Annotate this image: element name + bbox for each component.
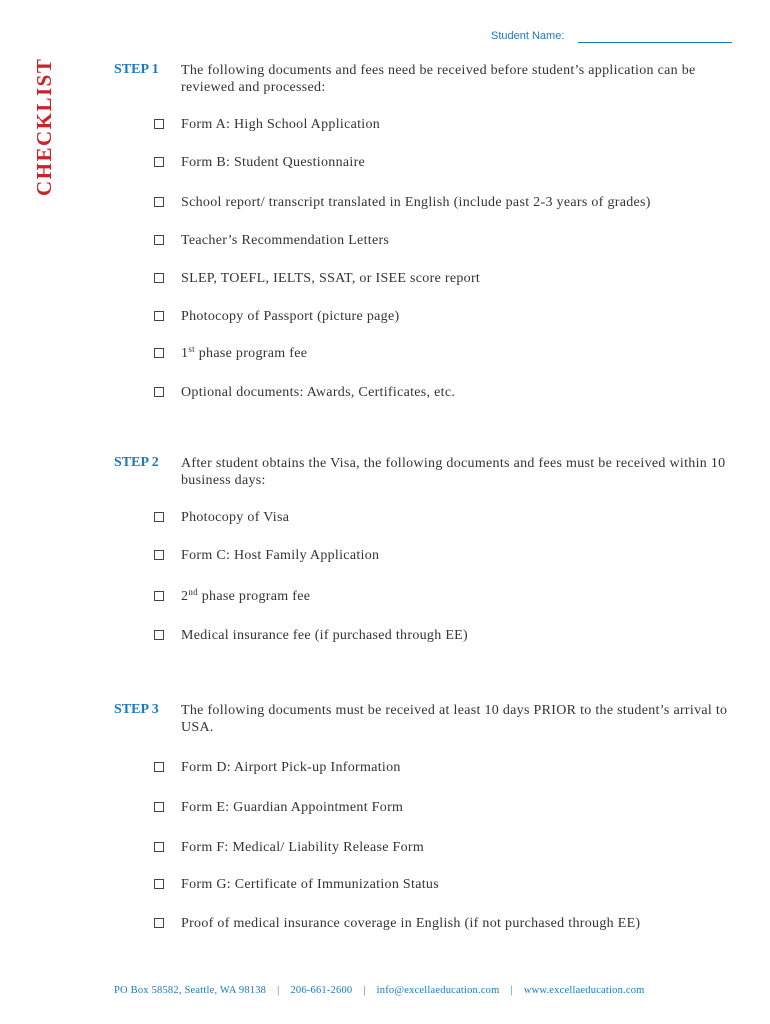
step-1-description: The following documents and fees need be received before student’s application can be reviewed and processed: [181,63,696,95]
item-label: Form F: Medical/ Liability Release Form [181,840,425,855]
item-label: Photocopy of Passport (picture page) [181,309,400,324]
item-label: SLEP, TOEFL, IELTS, SSAT, or ISEE score report [181,271,481,286]
checklist-title: CHECKLIST [32,57,56,196]
checkbox[interactable] [154,512,164,522]
item-label: Teacher’s Recommendation Letters [181,233,390,248]
checkbox[interactable] [154,311,164,321]
step-2-description: After student obtains the Visa, the following documents and fees must be received within 10 business days: [181,456,726,488]
item-label: Form B: Student Questionnaire [181,155,366,170]
footer-phone[interactable]: 206-661-2600 [290,985,353,996]
footer-separator: | [277,985,280,996]
step-3-description: The following documents must be received at least 10 days PRIOR to the student’s arrival to USA. [181,703,728,735]
step-3-label: STEP 3 [114,702,159,717]
step-2-label: STEP 2 [114,455,159,470]
item-label: Optional documents: Awards, Certificates, etc. [181,385,456,400]
checkbox[interactable] [154,119,164,129]
checkbox[interactable] [154,918,164,928]
checkbox[interactable] [154,879,164,889]
footer-separator: | [363,985,366,996]
checkbox[interactable] [154,630,164,640]
item-label: Photocopy of Visa [181,510,290,525]
item-label: Form E: Guardian Appointment Form [181,800,404,815]
checkbox[interactable] [154,591,164,601]
item-label: Proof of medical insurance coverage in English (if not purchased through EE) [181,916,641,931]
footer-website[interactable]: www.excellaeducation.com [523,985,645,996]
checkbox[interactable] [154,348,164,358]
footer [114,985,645,996]
item-label: Form D: Airport Pick-up Information [181,760,401,775]
item-label: Medical insurance fee (if purchased through EE) [181,628,468,643]
checkbox[interactable] [154,235,164,245]
checkbox[interactable] [154,157,164,167]
student-name-label: Student Name: [491,30,565,42]
item-label: School report/ transcript translated in English (include past 2-3 years of grades) [181,195,651,210]
checkbox[interactable] [154,550,164,560]
checkbox[interactable] [154,842,164,852]
footer-email[interactable]: info@excellaeducation.com [376,985,500,996]
checkbox[interactable] [154,802,164,812]
item-label: Form G: Certificate of Immunization Status [181,877,439,892]
footer-address: PO Box 58582, Seattle, WA 98138 [114,985,267,996]
checkbox[interactable] [154,387,164,397]
footer-separator: | [510,985,513,996]
checkbox[interactable] [154,762,164,772]
item-label: Form C: Host Family Application [181,548,380,563]
item-label: Form A: High School Application [181,117,381,132]
item-label: 2nd phase program fee [181,587,311,604]
checkbox[interactable] [154,197,164,207]
student-name-field[interactable] [578,42,732,43]
step-1-label: STEP 1 [114,62,159,77]
item-label: 1st phase program fee [181,344,308,361]
checkbox[interactable] [154,273,164,283]
